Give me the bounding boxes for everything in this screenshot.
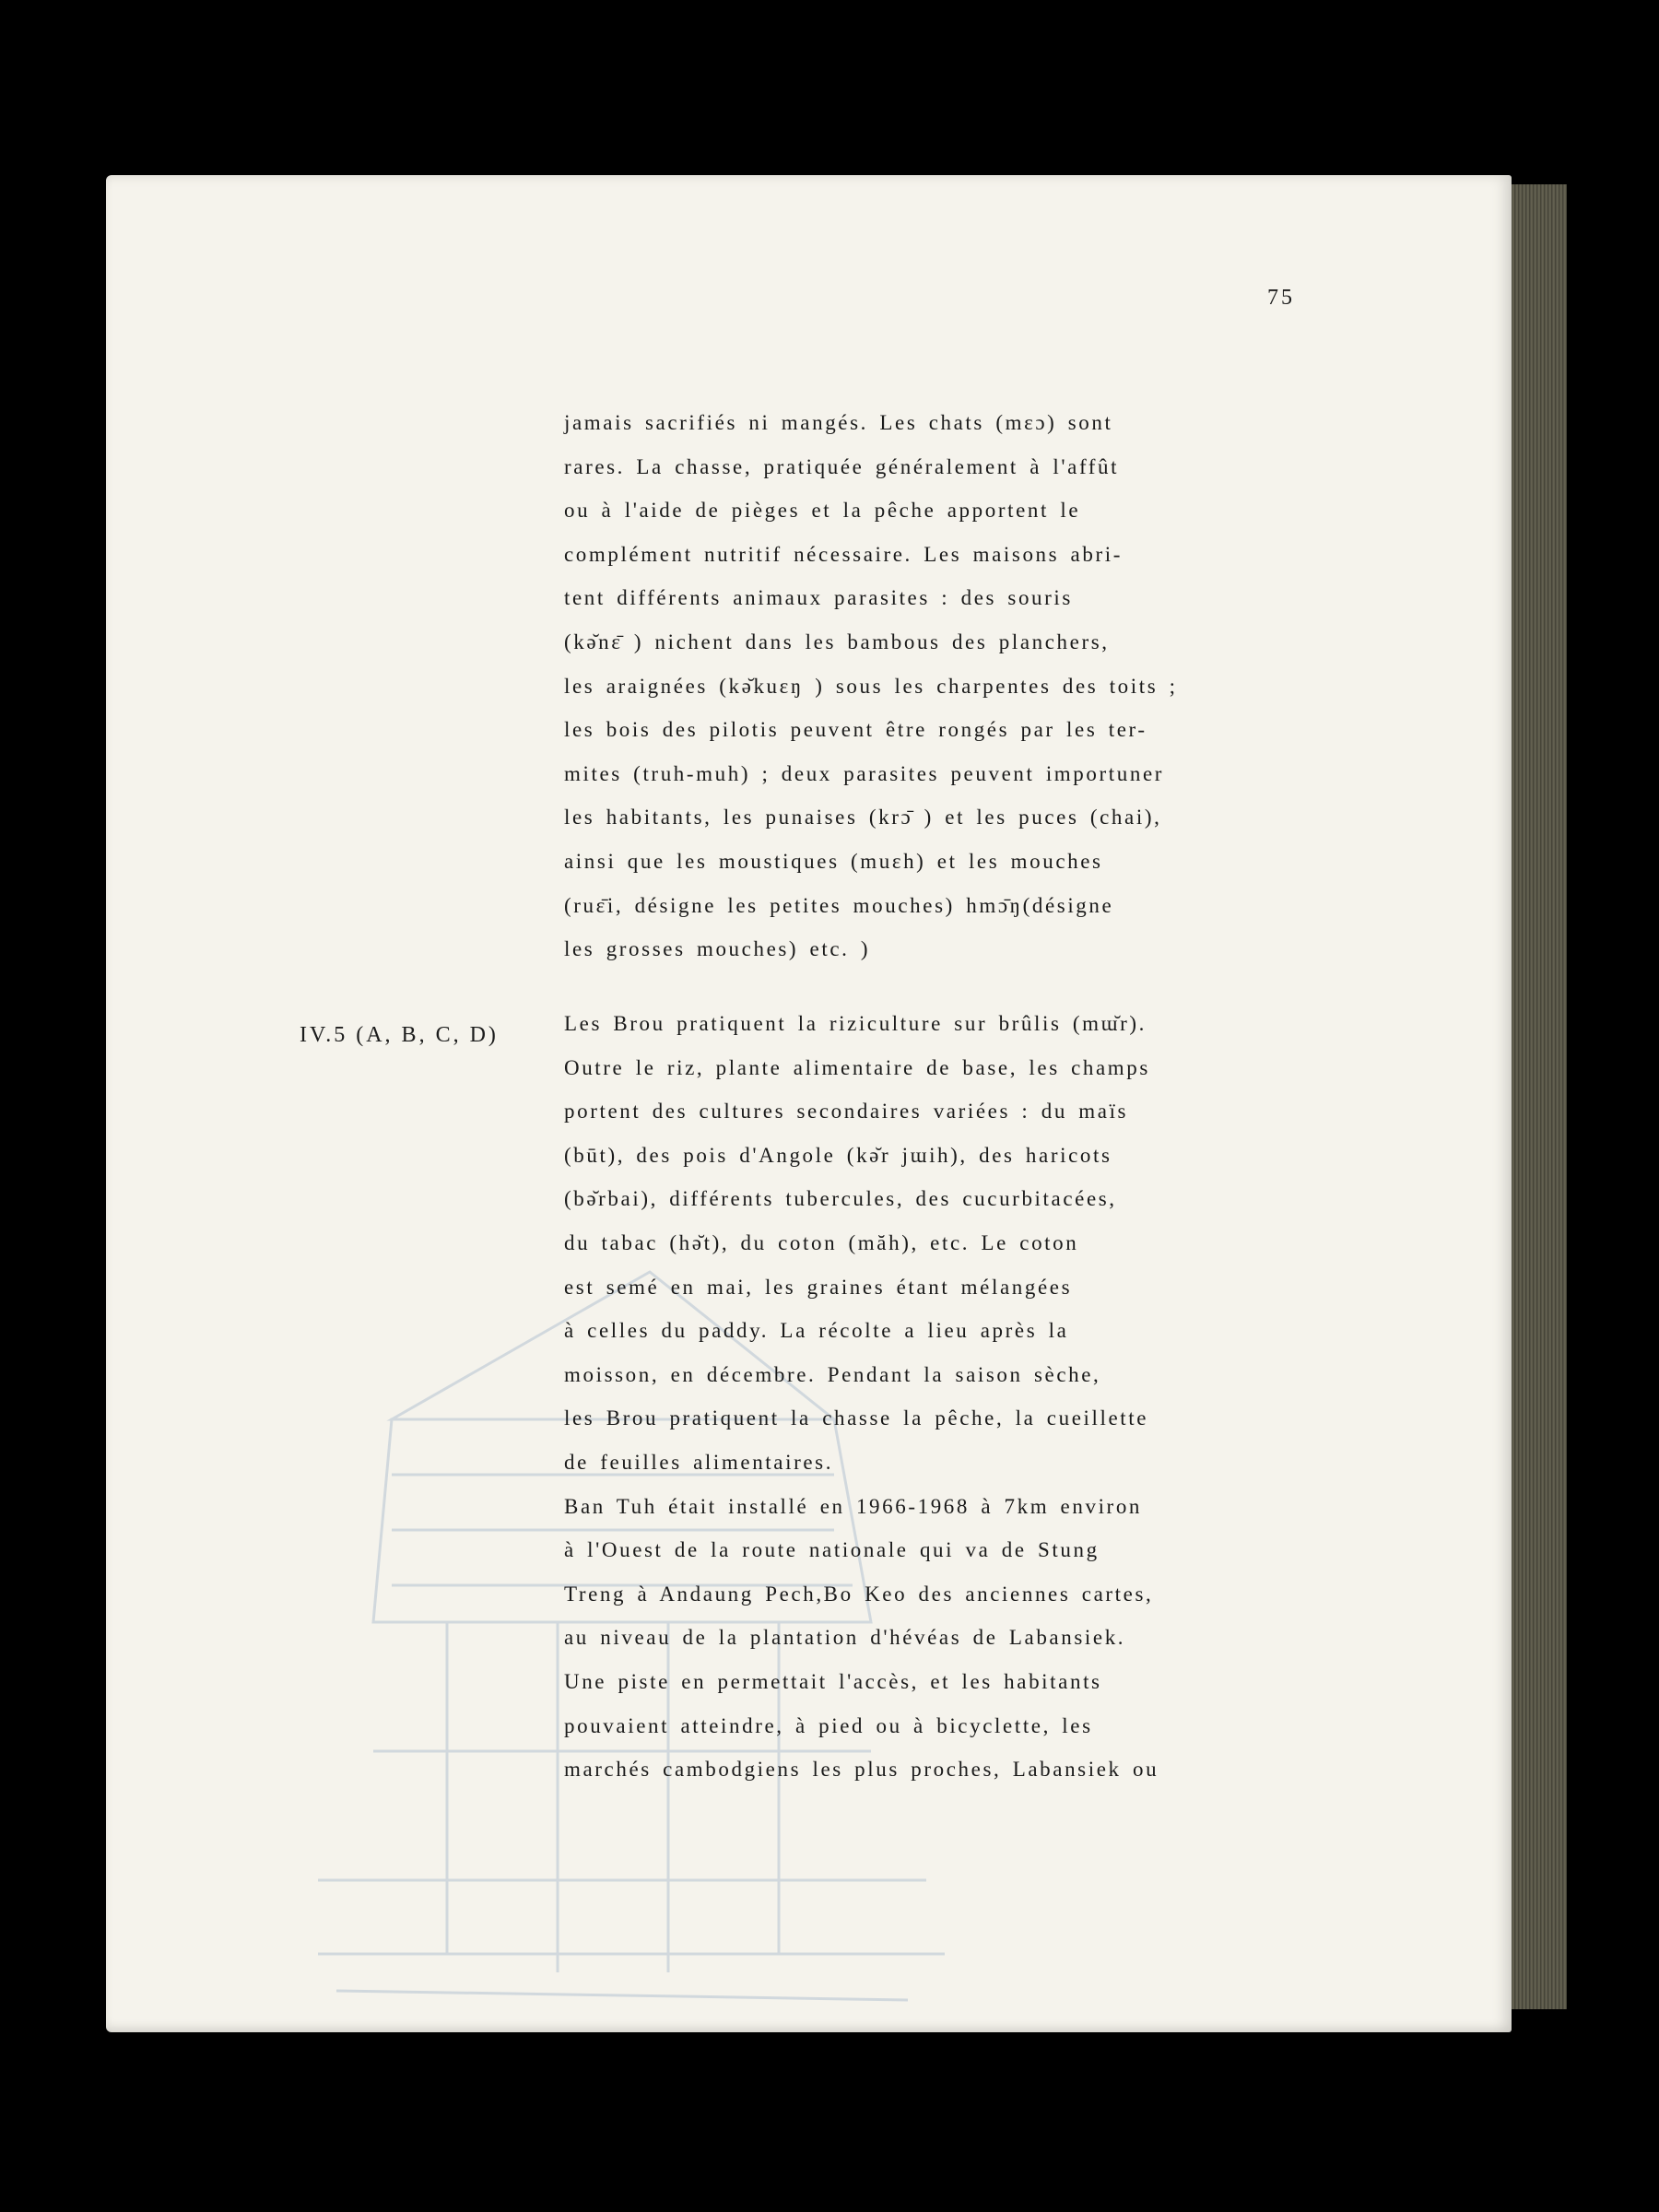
text-line: de feuilles alimentaires. [564, 1450, 834, 1474]
text-line: marchés cambodgiens les plus proches, Labansiek ou [564, 1758, 1159, 1782]
text-line: ou à l'aide de pièges et la pêche apportent le [564, 499, 1081, 523]
text-line: moisson, en décembre. Pendant la saison sèche, [564, 1362, 1101, 1386]
text-line: à l'Ouest de la route nationale qui va de Stung [564, 1538, 1100, 1562]
text-line: Treng à Andaung Pech,Bo Keo des anciennes cartes, [564, 1582, 1154, 1606]
text-line: ainsi que les moustiques (muɛh) et les mouches [564, 849, 1103, 873]
text-line: jamais sacrifiés ni mangés. Les chats (mɛɔ) sont [564, 411, 1113, 434]
text-line: les araignées (kə̆kuɛŋ ) sous les charpentes des toits ; [564, 674, 1178, 698]
text-line: portent des cultures secondaires variées : du maïs [564, 1100, 1129, 1124]
text-line: pouvaient atteindre, à pied ou à bicyclette, les [564, 1713, 1093, 1737]
text-line: Outre le riz, plante alimentaire de base, les champs [564, 1055, 1150, 1079]
text-line: Une piste en permettait l'accès, et les habitants [564, 1669, 1102, 1693]
text-line: (kə̆nɛ̄ ) nichent dans les bambous des planchers, [564, 629, 1110, 653]
paragraph-animals [564, 401, 1178, 971]
book-page [106, 175, 1512, 2032]
page-number: 75 [1267, 286, 1295, 310]
text-line: du tabac (hə̆t), du coton (măh), etc. Le coton [564, 1230, 1079, 1254]
paragraph-agriculture [564, 1002, 1159, 1792]
text-line: tent différents animaux parasites : des souris [564, 586, 1073, 610]
text-line: à celles du paddy. La récolte a lieu après la [564, 1319, 1069, 1343]
text-line: les bois des pilotis peuvent être rongés par les ter- [564, 718, 1147, 742]
section-label: IV.5 (A, B, C, D) [300, 1023, 499, 1047]
text-line: (bə̆rbai), différents tubercules, des cucurbitacées, [564, 1187, 1117, 1211]
text-line: les Brou pratiquent la chasse la pêche, la cueillette [564, 1406, 1149, 1430]
text-line: les grosses mouches) etc. ) [564, 937, 871, 961]
text-line: Les Brou pratiquent la riziculture sur brûlis (mɯ̆r). [564, 1012, 1147, 1035]
text-line: les habitants, les punaises (krɔ̄ ) et les puces (chai), [564, 806, 1162, 830]
text-line: Ban Tuh était installé en 1966-1968 à 7km environ [564, 1494, 1143, 1518]
text-line: rares. La chasse, pratiquée généralement à l'affût [564, 454, 1120, 478]
text-line: mites (truh-muh) ; deux parasites peuvent importuner [564, 761, 1165, 785]
text-line: (ruɛ̄i, désigne les petites mouches) hmɔ̄ŋ(désigne [564, 893, 1114, 917]
text-line: est semé en mai, les graines étant mélangées [564, 1275, 1073, 1299]
text-line: au niveau de la plantation d'hévéas de Labansiek. [564, 1626, 1126, 1650]
text-line: (būt), des pois d'Angole (kə̆r jɯih), des haricots [564, 1143, 1112, 1167]
text-line: complément nutritif nécessaire. Les maisons abri- [564, 542, 1123, 566]
